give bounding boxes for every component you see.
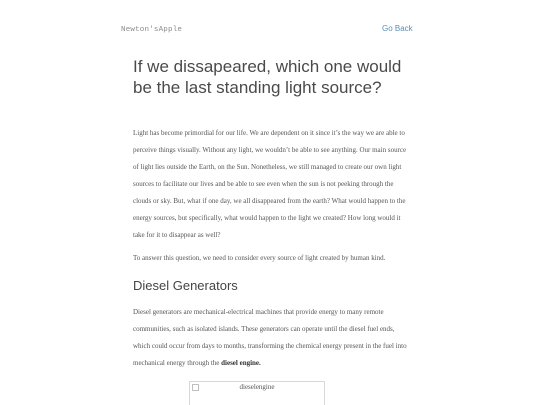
section-paragraph [133, 304, 409, 372]
article-title: If we dissapeared, which one would be the last standing light source? [133, 57, 402, 97]
section-body-text: Diesel generators are mechanical-electrical machines that provide energy to many remote communities, such as isolated islands. These generators can operate until the diesel fuel ends, which could occur from days to months, transforming the chemical energy present in the fuel into mechanical energy through the [133, 308, 407, 367]
section-heading: Diesel Generators [133, 278, 238, 293]
diesel-engine-image [189, 381, 325, 405]
intro-paragraph: Light has become primordial for our life. We are dependent on it since it’s the way we are able to perceive things visually. Without any light, we wouldn’t be able to see anything. Our main source of light lies outside the Earth, on the Sun. Nonetheless, we still managed to create our own light sources to facilitate our lives and be able to see even when the sun is not peeking through the clouds or sky. But, what if one day, we all disappeared from the earth? What would happen to the energy sources, but specifically, what would happen to the light we created? How long would it take for it to disappear as well? [133, 129, 407, 239]
site-name: Newton'sApple [121, 26, 183, 34]
article [133, 56, 409, 405]
question-paragraph: To answer this question, we need to consider every source of light created by human kind. [133, 254, 386, 262]
go-back-link[interactable]: Go Back [382, 24, 413, 33]
image-alt-text: dieselengine [239, 383, 275, 391]
diesel-engine-term: diesel engine. [221, 359, 261, 367]
